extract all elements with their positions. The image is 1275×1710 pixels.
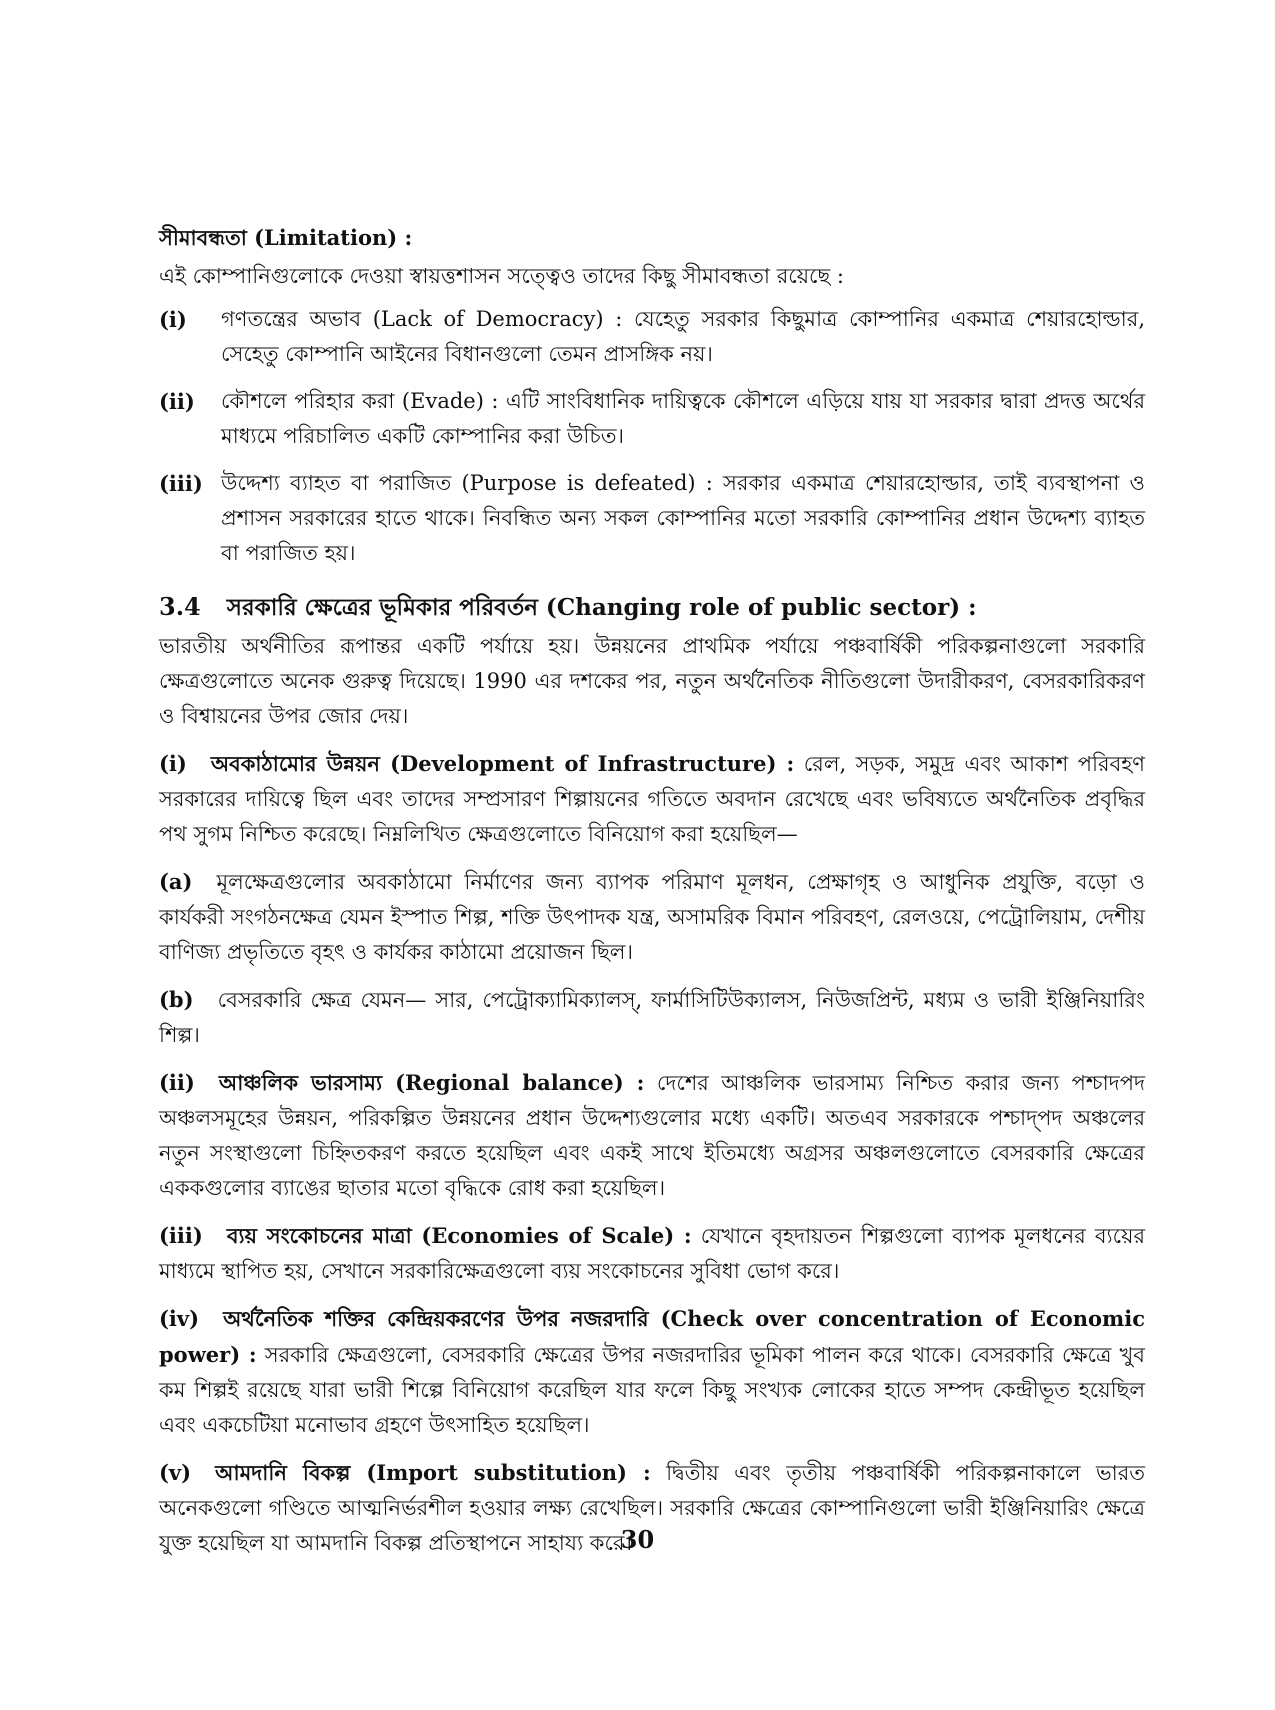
limitation-item bbox=[159, 466, 1145, 571]
paragraph-number: (iv) bbox=[159, 1306, 200, 1331]
paragraph-number: (i) bbox=[159, 751, 187, 776]
paragraph-heading: অর্থনৈতিক শক্তির কেন্দ্রিয়করণের উপর নজরদারি (Check over concentration of Economic power) : bbox=[159, 1306, 1145, 1367]
paragraph bbox=[159, 746, 1145, 852]
item-number: (ii) bbox=[159, 389, 195, 414]
limitation-intro: এই কোম্পানিগুলোকে দেওয়া স্বায়ত্তশাসন সত্ত্বেও তাদের কিছু সীমাবন্ধতা রয়েছে : bbox=[159, 264, 844, 288]
paragraph-text: সরকারি ক্ষেত্রগুলো, বেসরকারি ক্ষেত্রের উপর নজরদারির ভূমিকা পালন করে থাকে। বেসরকারি ক্ষেত্রে খুব কম শিল্পই রয়েছে যারা ভারী শিল্পে বিনিয়োগ করেছিল যার ফলে কিছু সংখ্যক লোকের হাতে সম্পদ কেন্দ্রীভূত হয়েছিল এবং একচেটিয়া মনোভাব গ্রহণে উৎসাহিত হয়েছিল। bbox=[159, 1343, 1145, 1437]
section-number: 3.4 bbox=[159, 592, 201, 621]
paragraph-text: দ্বিতীয় এবং তৃতীয় পঞ্চবার্ষিকী পরিকল্পনাকালে ভারত অনেকগুলো গণ্ডিতে আত্মনির্ভরশীল হওয়ার লক্ষ্য রেখেছিল। সরকারি ক্ষেত্রের কোম্পানিগুলো ভারী ইঞ্জিনিয়ারিং ক্ষেত্রে যুক্ত হয়েছিল যা আমদানি বিকল্প প্রতিস্থাপনে সাহায্য করে। bbox=[159, 1461, 1145, 1555]
paragraph-heading: আমদানি বিকল্প (Import substitution) : bbox=[215, 1460, 651, 1485]
paragraph-heading: ব্যয় সংকোচনের মাত্রা (Economies of Scale) : bbox=[226, 1223, 692, 1248]
paragraph-text: মূলক্ষেত্রগুলোর অবকাঠামো নির্মাণের জন্য ব্যাপক পরিমাণ মূলধন, প্রেক্ষাগৃহ ও আধুনিক প্রযুক্তি, বড়ো ও কার্যকরী সংগঠনক্ষেত্র যেমন ইস্পাত শিল্প, শক্তি উৎপাদক যন্ত্র, অসামরিক বিমান পরিবহণ, রেলওয়ে, পেট্রোলিয়াম, দেশীয় বাণিজ্য প্রভৃতিতে বৃহৎ ও কার্যকর কাঠামো প্রয়োজন ছিল। bbox=[159, 870, 1145, 964]
paragraph-heading: অবকাঠামোর উন্নয়ন (Development of Infrastructure) : bbox=[210, 751, 795, 776]
paragraph-number: (v) bbox=[159, 1460, 192, 1485]
paragraph bbox=[159, 1218, 1145, 1289]
limitation-heading: সীমাবন্ধতা (Limitation) : bbox=[159, 225, 413, 250]
limitation-item bbox=[159, 384, 1145, 454]
paragraph-number: (iii) bbox=[159, 1223, 203, 1248]
paragraph-text: বেসরকারি ক্ষেত্র যেমন— সার, পেট্রোক্যামিক্যালস্, ফার্মাসিটিউক্যালস, নিউজপ্রিন্ট, মধ্যম ও ভারী ইঞ্জিনিয়ারিং শিল্প। bbox=[159, 988, 1145, 1047]
paragraph-heading: আঞ্চলিক ভারসাম্য (Regional balance) : bbox=[218, 1070, 645, 1095]
paragraph-number: (ii) bbox=[159, 1070, 195, 1095]
section-heading bbox=[159, 589, 1145, 625]
document-page bbox=[159, 220, 1145, 1573]
limitation-item bbox=[159, 302, 1145, 372]
item-number: (iii) bbox=[159, 471, 203, 496]
section-intro: ভারতীয় অর্থনীতির রূপান্তর একটি পর্যায়ে হয়। উন্নয়নের প্রাথমিক পর্যায়ে পঞ্চবার্ষিকী পরিকল্পনাগুলো সরকারি ক্ষেত্রগুলোতে অনেক গুরুত্ব দিয়েছে। 1990 এর দশকের পর, নতুন অর্থনৈতিক নীতিগুলো উদারীকরণ, বেসরকারিকরণ ও বিশ্বায়নের উপর জোর দেয়। bbox=[159, 634, 1145, 728]
paragraph-number: (a) bbox=[159, 869, 193, 894]
paragraph-text: রেল, সড়ক, সমুদ্র এবং আকাশ পরিবহণ সরকারের দায়িত্বে ছিল এবং তাদের সম্প্রসারণ শিল্পায়নের গতিতে অবদান রেখেছে এবং ভবিষ্যতে অর্থনৈতিক প্রবৃদ্ধির পথ সুগম নিশ্চিত করেছে। নিম্নলিখিত ক্ষেত্রগুলোতে বিনিয়োগ করা হয়েছিল— bbox=[159, 752, 1145, 846]
paragraph-text: দেশের আঞ্চলিক ভারসাম্য নিশ্চিত করার জন্য পশ্চাদপদ অঞ্চলসমূহের উন্নয়ন, পরিকল্পিত উন্নয়নের প্রধান উদ্দেশ্যগুলোর মধ্যে একটি। অতএব সরকারকে পশ্চাদ্পদ অঞ্চলের নতুন সংস্থাগুলো চিহ্নিতকরণ করতে হয়েছিল এবং একই সাথে ইতিমধ্যে অগ্রসর অঞ্চলগুলোতে বেসরকারি ক্ষেত্রের এককগুলোর ব্যাঙের ছাতার মতো বৃদ্ধিকে রোধ করা হয়েছিল। bbox=[159, 1071, 1146, 1200]
item-text: গণতন্ত্রের অভাব (Lack of Democracy) : যেহেতু সরকার কিছুমাত্র কোম্পানির একমাত্র শেয়ারহোল্ডার, সেহেতু কোম্পানি আইনের বিধানগুলো তেমন প্রাসঙ্গিক নয়। bbox=[221, 307, 1145, 366]
paragraph bbox=[159, 982, 1145, 1053]
paragraph bbox=[159, 1301, 1145, 1443]
paragraph bbox=[159, 1065, 1145, 1206]
paragraph-text: যেখানে বৃহদায়তন শিল্পগুলো ব্যাপক মূলধনের ব্যয়ের মাধ্যমে স্থাপিত হয়, সেখানে সরকারিক্ষেত্রগুলো ব্যয় সংকোচনের সুবিধা ভোগ করে। bbox=[159, 1224, 1146, 1283]
section-title: সরকারি ক্ষেত্রের ভূমিকার পরিবর্তন (Changing role of public sector) : bbox=[226, 594, 977, 621]
page-number: 30 bbox=[620, 1525, 655, 1554]
paragraph-number: (b) bbox=[159, 987, 194, 1012]
item-number: (i) bbox=[159, 307, 187, 332]
item-text: উদ্দেশ্য ব্যাহত বা পরাজিত (Purpose is defeated) : সরকার একমাত্র শেয়ারহোল্ডার, তাই ব্যবস্থাপনা ও প্রশাসন সরকারের হাতে থাকে। নিবন্ধিত অন্য সকল কোম্পানির মতো সরকারি কোম্পানির প্রধান উদ্দেশ্য ব্যাহত বা পরাজিত হয়। bbox=[221, 471, 1145, 565]
item-text: কৌশলে পরিহার করা (Evade) : এটি সাংবিধানিক দায়িত্বকে কৌশলে এড়িয়ে যায় যা সরকার দ্বারা প্রদত্ত অর্থের মাধ্যমে পরিচালিত একটি কোম্পানির করা উচিত। bbox=[221, 389, 1145, 448]
paragraph bbox=[159, 864, 1145, 970]
